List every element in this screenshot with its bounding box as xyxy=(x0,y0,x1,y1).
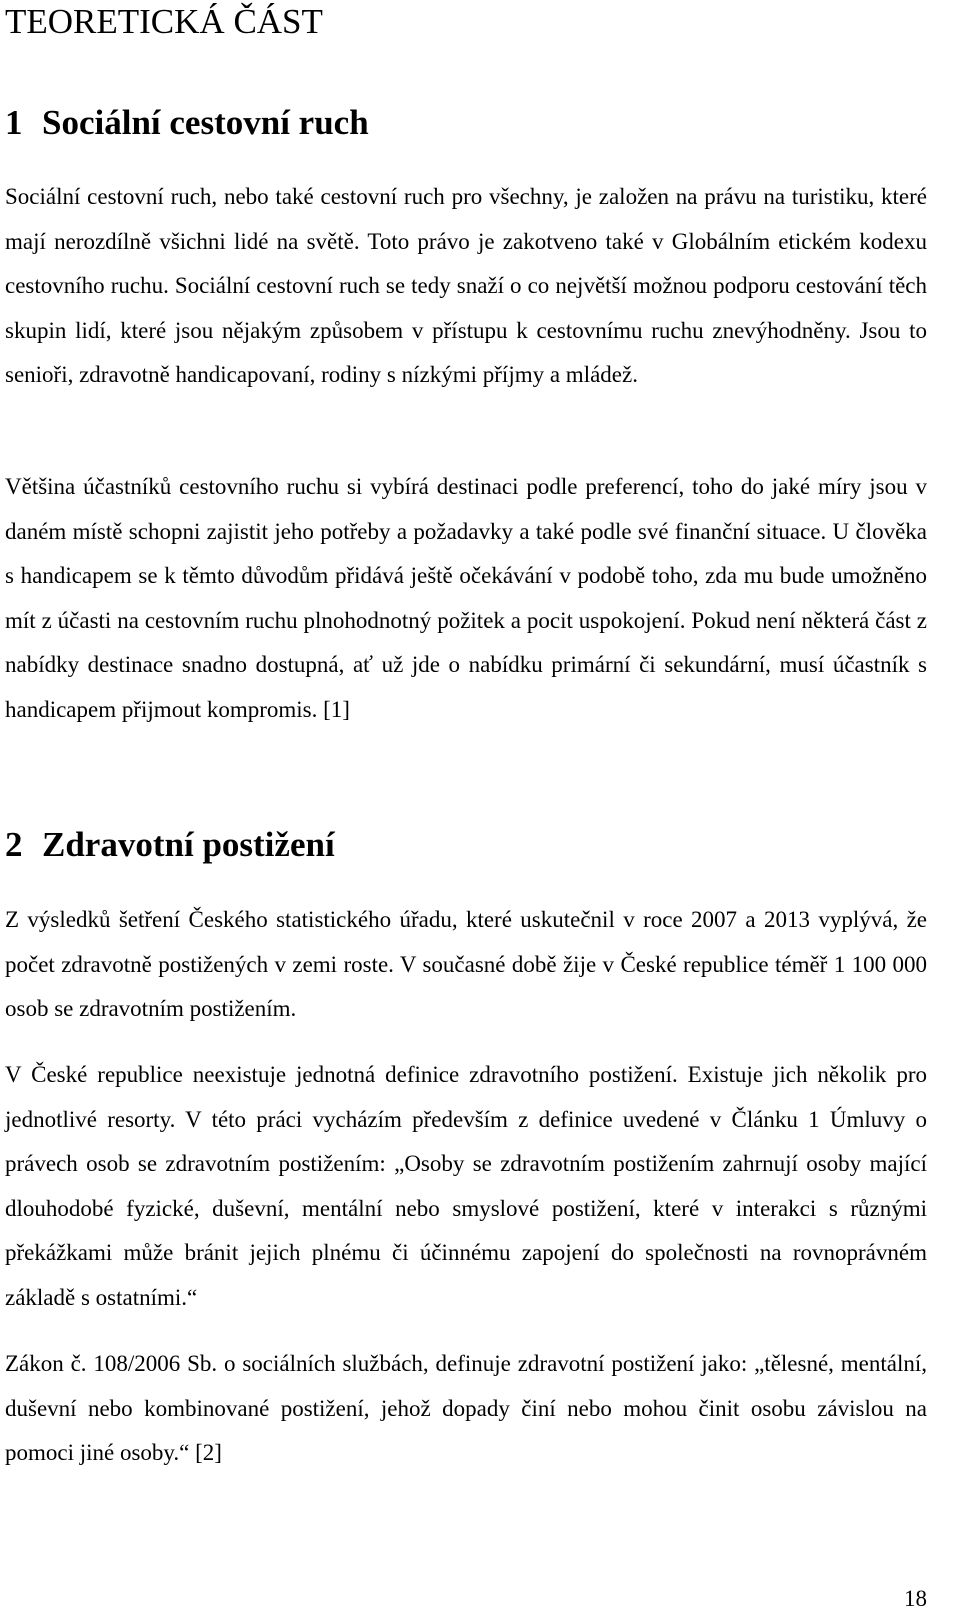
section-1-paragraph-1: Sociální cestovní ruch, nebo také cestovní ruch pro všechny, je založen na právu na turistiku, které mají nerozdílně všichni lidé na světě. Toto právo je zakotveno také v Globálním etickém kodexu cestovního ruchu. Sociální cestovní ruch se tedy snaží o co největší možnou podporu cestování těch skupin lidí, které jsou nějakým způsobem v přístupu k cestovnímu ruchu znevýhodněny. Jsou to senioři, zdravotně handicapovaní, rodiny s nízkými příjmy a mládež. xyxy=(5,184,927,387)
part-title: TEORETICKÁ ČÁST xyxy=(5,2,323,41)
section-1-number: 1 xyxy=(5,103,23,142)
section-2-paragraph-2: V České republice neexistuje jednotná definice zdravotního postižení. Existuje jich několik pro jednotlivé resorty. V této práci vycházím především z definice uvedené v Článku 1 Úmluvy o právech osob se zdravotním postižením: „Osoby se zdravotním postižením zahrnují osoby mající dlouhodobé fyzické, duševní, mentální nebo smyslové postižení, které v interakci s různými překážkami může bránit jejich plnému či účinnému zapojení do společnosti na rovnoprávném základě s ostatními.“ xyxy=(5,1062,927,1310)
section-2-number: 2 xyxy=(5,825,23,864)
section-2-paragraph-3: Zákon č. 108/2006 Sb. o sociálních službách, definuje zdravotní postižení jako: „tělesné, mentální, duševní nebo kombinované postižení, jehož dopady činí nebo mohou činit osobu závislou na pomoci jiné osoby.“ [2] xyxy=(5,1351,927,1465)
section-1-title: Sociální cestovní ruch xyxy=(42,103,369,142)
section-1-paragraph-2: Většina účastníků cestovního ruchu si vybírá destinaci podle preferencí, toho do jaké míry jsou v daném místě schopni zajistit jeho potřeby a požadavky a také podle své finanční situace. U člověka s handicapem se k těmto důvodům přidává ještě očekávání v podobě toho, zda mu bude umožněno mít z účasti na cestovním ruchu plnohodnotný požitek a pocit uspokojení. Pokud není některá část z nabídky destinace snadno dostupná, ať už jde o nabídku primární či sekundární, musí účastník s handicapem přijmout kompromis. [1] xyxy=(5,474,927,722)
section-2-paragraph-1: Z výsledků šetření Českého statistického úřadu, které uskutečnil v roce 2007 a 2013 vyplývá, že počet zdravotně postižených v zemi roste. V současné době žije v České republice téměř 1 100 000 osob se zdravotním postižením. xyxy=(5,907,927,1021)
page-number: 18 xyxy=(904,1586,927,1611)
section-2-title: Zdravotní postižení xyxy=(42,825,335,864)
section-2-heading xyxy=(5,823,335,867)
section-1-heading xyxy=(5,101,369,145)
